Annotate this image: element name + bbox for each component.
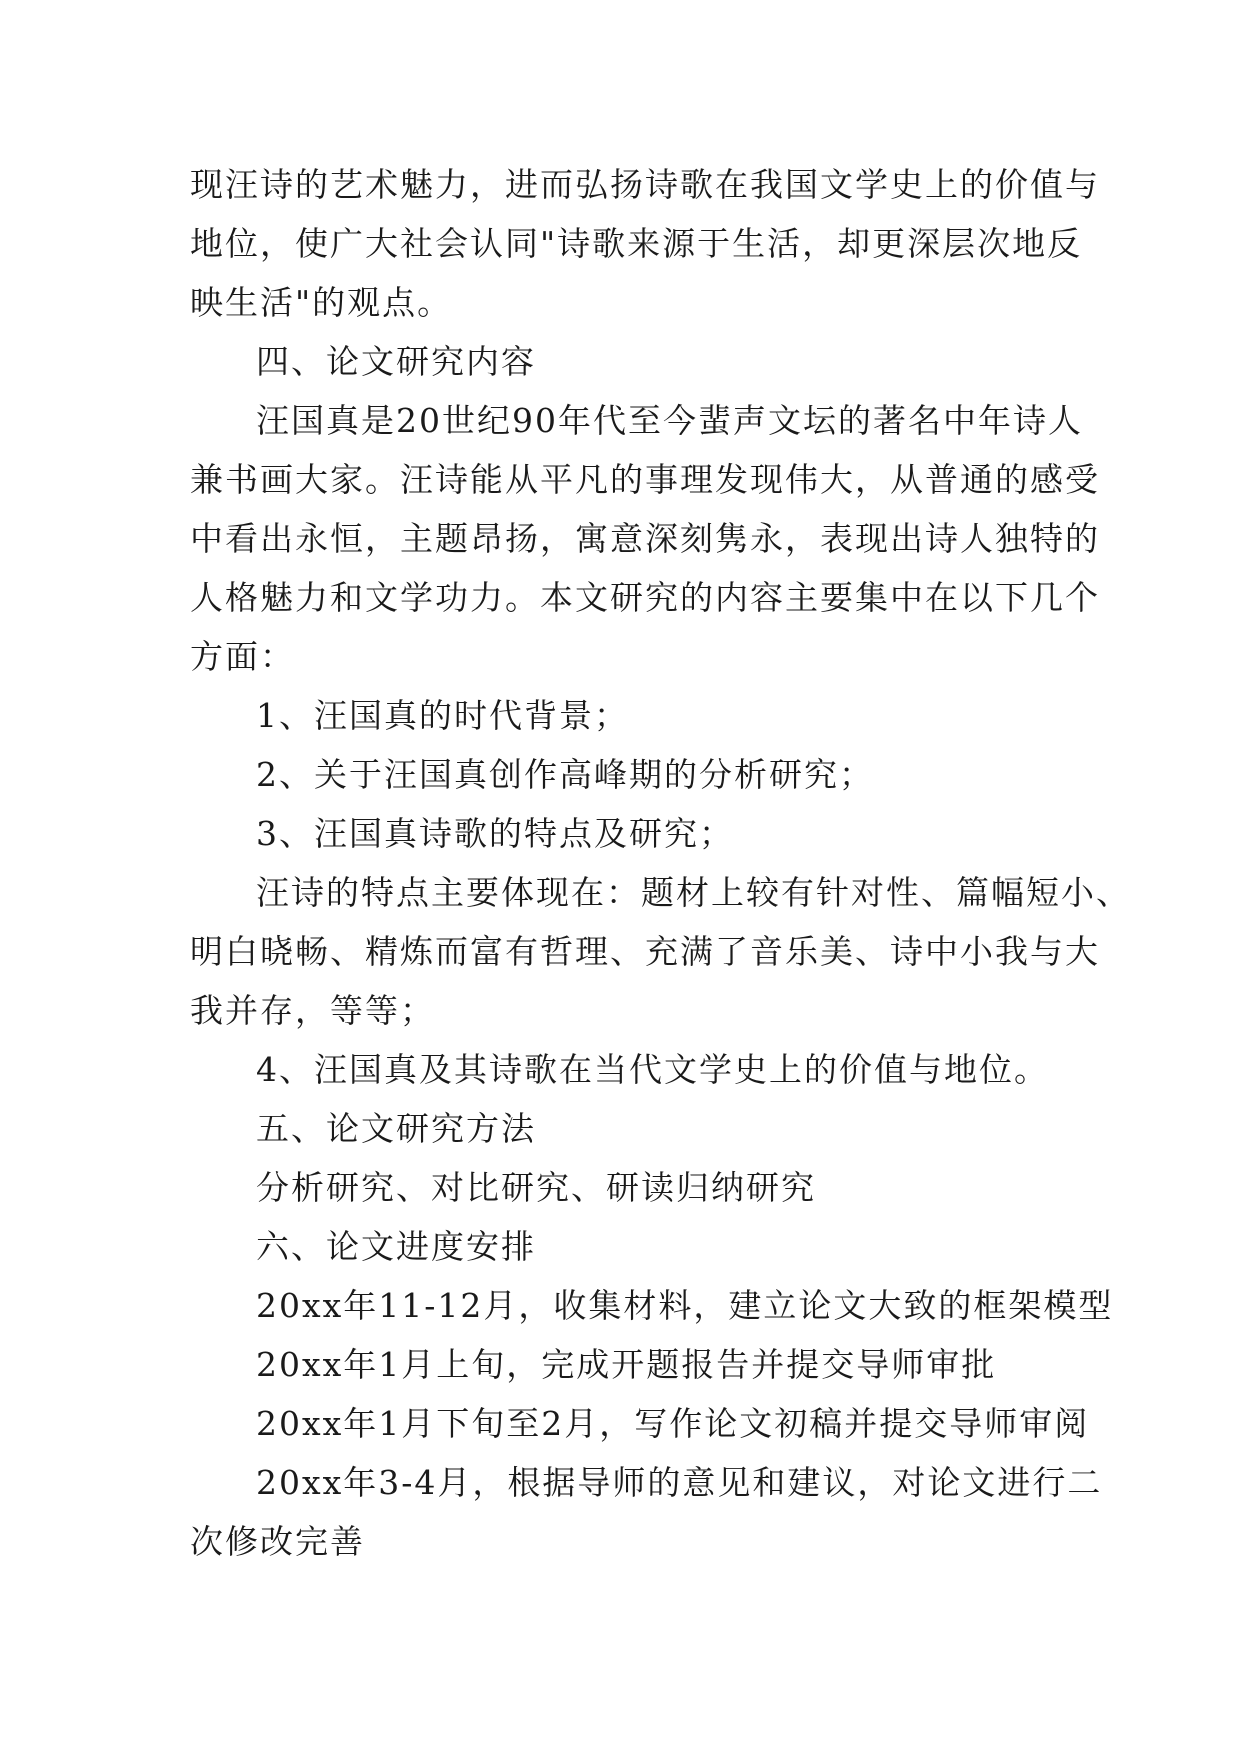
list-item: 2、关于汪国真创作高峰期的分析研究； [256,755,874,794]
section-heading-content: 四、论文研究内容 [256,342,536,381]
body-line: 中看出永恒，主题昂扬，寓意深刻隽永，表现出诗人独特的 [190,519,1100,558]
body-line: 人格魅力和文学功力。本文研究的内容主要集中在以下几个 [190,578,1100,617]
schedule-item: 20xx年11-12月，收集材料，建立论文大致的框架模型 [256,1286,1114,1325]
section-heading-schedule: 六、论文进度安排 [256,1227,536,1266]
body-line: 方面： [190,637,295,676]
list-item: 4、汪国真及其诗歌在当代文学史上的价值与地位。 [256,1050,1049,1089]
list-item: 1、汪国真的时代背景； [256,696,629,735]
section-heading-method: 五、论文研究方法 [256,1109,536,1148]
schedule-item: 20xx年1月下旬至2月，写作论文初稿并提交导师审阅 [256,1404,1090,1443]
schedule-item: 20xx年3-4月，根据导师的意见和建议，对论文进行二 [256,1463,1103,1502]
body-line: 现汪诗的艺术魅力，进而弘扬诗歌在我国文学史上的价值与 [190,165,1100,204]
schedule-item: 20xx年1月上旬，完成开题报告并提交导师审批 [256,1345,997,1384]
body-line: 地位，使广大社会认同"诗歌来源于生活，却更深层次地反 [190,224,1083,263]
list-item: 3、汪国真诗歌的特点及研究； [256,814,734,853]
body-line: 明白晓畅、精炼而富有哲理、充满了音乐美、诗中小我与大 [190,932,1100,971]
body-line: 分析研究、对比研究、研读归纳研究 [256,1168,816,1207]
document-body [190,155,1131,1571]
body-line: 兼书画大家。汪诗能从平凡的事理发现伟大，从普通的感受 [190,460,1100,499]
body-line: 次修改完善 [190,1522,365,1561]
body-line: 我并存，等等； [190,991,435,1030]
body-line: 映生活"的观点。 [190,283,453,322]
body-line: 汪诗的特点主要体现在：题材上较有针对性、篇幅短小、 [256,873,1131,912]
body-line: 汪国真是20世纪90年代至今蜚声文坛的著名中年诗人 [256,401,1083,440]
